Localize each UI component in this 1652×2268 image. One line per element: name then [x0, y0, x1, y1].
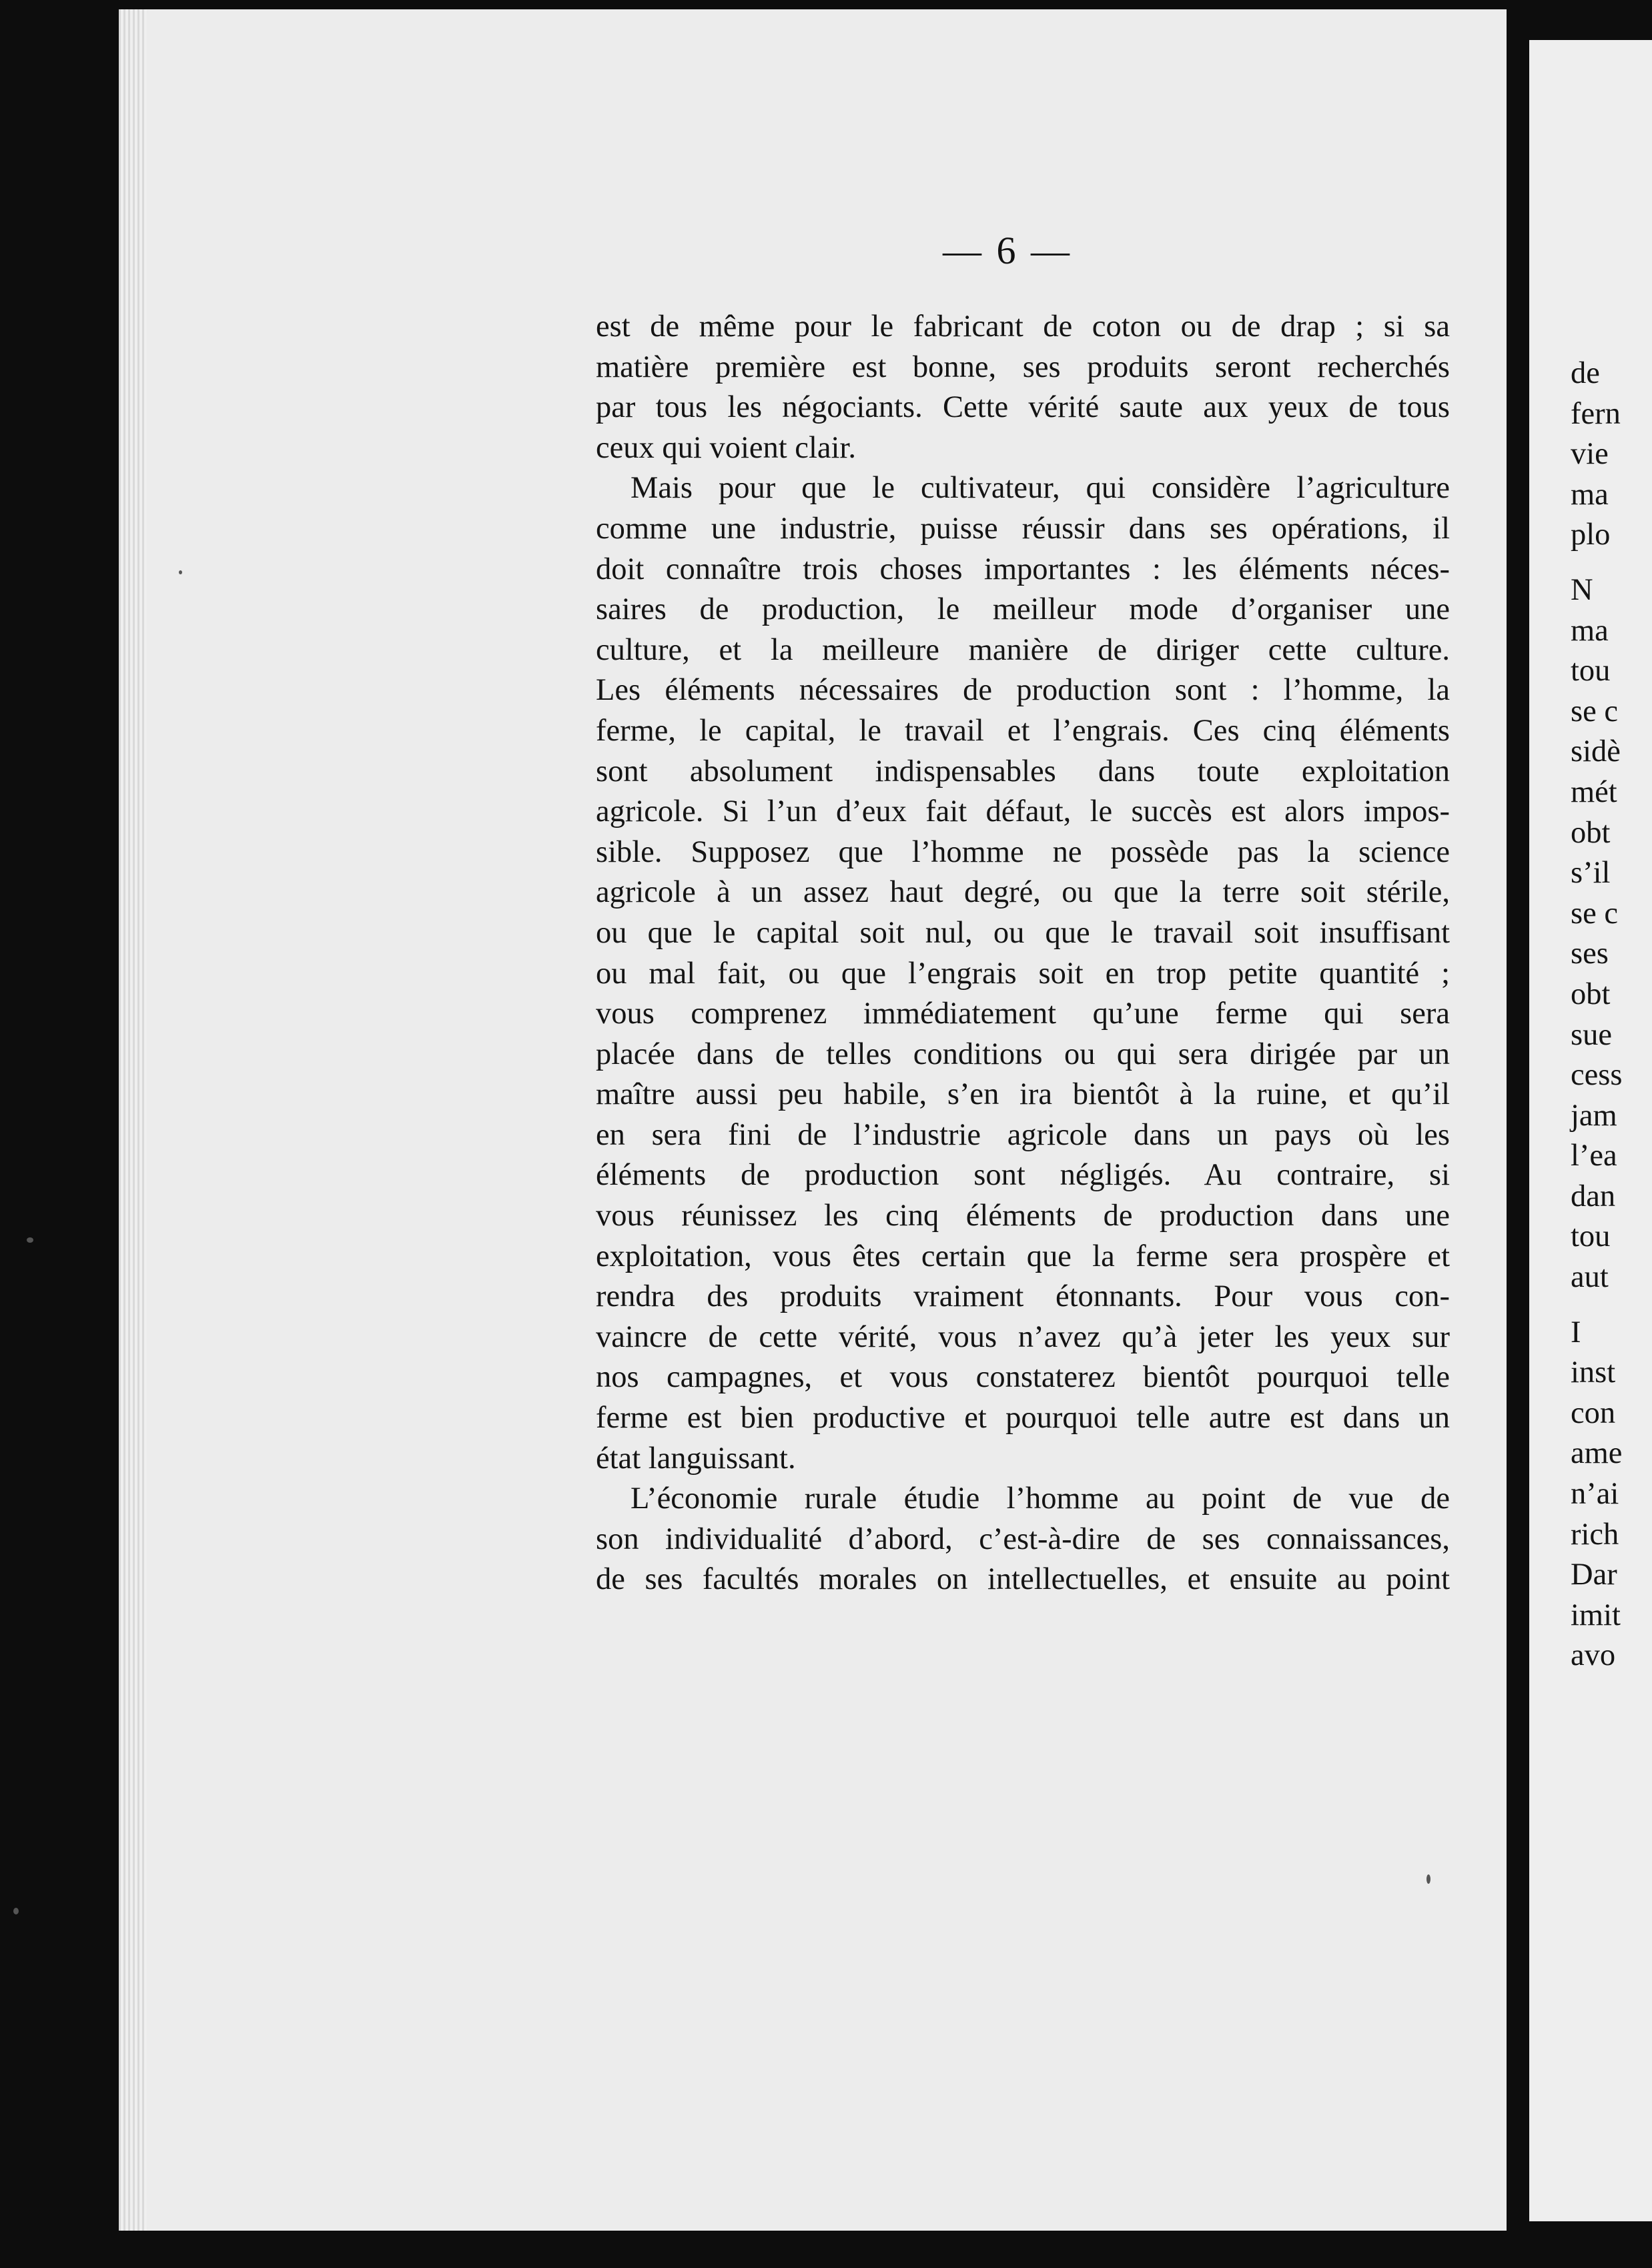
- text-fragment: ma: [1571, 477, 1609, 512]
- text-fragment: rich: [1571, 1517, 1619, 1552]
- right-page-text: [1571, 354, 1652, 1676]
- text-fragment: jam: [1571, 1098, 1617, 1133]
- text-line: sont absolument indispensables dans toute exploitation: [596, 754, 1450, 788]
- text-line: nos campagnes, et vous constaterez bientôt pourquoi telle: [596, 1360, 1450, 1395]
- text-fragment: obt: [1571, 815, 1611, 850]
- text-line: agricole à un assez haut degré, ou que la terre soit stérile,: [596, 875, 1450, 910]
- text-line: par tous les négociants. Cette vérité saute aux yeux de tous: [596, 390, 1450, 425]
- text-line: matière première est bonne, ses produits seront recherchés: [596, 350, 1450, 384]
- text-line: exploitation, vous êtes certain que la ferme sera prospère et: [596, 1239, 1450, 1273]
- text-line: est de même pour le fabricant de coton ou de drap ; si sa: [596, 310, 1450, 344]
- text-fragment: tou: [1571, 1219, 1611, 1254]
- text-fragment: s’il: [1571, 856, 1611, 891]
- text-fragment: se c: [1571, 694, 1618, 728]
- text-line: ou que le capital soit nul, ou que le travail soit insuffisant: [596, 915, 1450, 950]
- text-fragment: tou: [1571, 654, 1611, 688]
- text-line: maître aussi peu habile, s’en ira bientôt à la ruine, et qu’il: [596, 1077, 1450, 1112]
- book-page-right: [1529, 40, 1652, 2221]
- text-fragment: se c: [1571, 896, 1618, 931]
- text-fragment: n’ai: [1571, 1477, 1619, 1512]
- text-line: son individualité d’abord, c’est-à-dire de ses connaissances,: [596, 1522, 1450, 1556]
- text-line: ferme, le capital, le travail et l’engrais. Ces cinq éléments: [596, 713, 1450, 748]
- text-fragment: con: [1571, 1395, 1616, 1430]
- text-line: ou mal fait, ou que l’engrais soit en trop petite quantité ;: [596, 956, 1450, 991]
- text-fragment: N: [1571, 572, 1593, 607]
- text-line: culture, et la meilleure manière de diriger cette culture.: [596, 632, 1450, 667]
- text-fragment: ame: [1571, 1436, 1623, 1471]
- page-number: — 6 —: [943, 229, 1072, 272]
- dust-speck: [179, 570, 182, 574]
- dust-speck: [13, 1908, 19, 1914]
- text-fragment: sidè: [1571, 734, 1621, 769]
- text-fragment: sue: [1571, 1017, 1612, 1052]
- text-line: L’économie rurale étudie l’homme au point de vue de: [631, 1482, 1450, 1516]
- text-line: rendra des produits vraiment étonnants. Pour vous con-: [596, 1279, 1450, 1314]
- text-fragment: mét: [1571, 774, 1617, 809]
- text-fragment: obt: [1571, 977, 1611, 1011]
- text-line: doit connaître trois choses importantes : les éléments néces-: [596, 552, 1450, 586]
- text-line: ceux qui voient clair.: [596, 430, 856, 465]
- text-line: agricole. Si l’un d’eux fait défaut, le succès est alors impos-: [596, 794, 1450, 829]
- text-line: état languissant.: [596, 1441, 796, 1476]
- text-line: vous comprenez immédiatement qu’une ferme qui sera: [596, 997, 1450, 1031]
- text-line: saires de production, le meilleur mode d’organiser une: [596, 592, 1450, 627]
- text-fragment: fern: [1571, 396, 1621, 431]
- dust-speck: [27, 1237, 33, 1243]
- text-fragment: ses: [1571, 937, 1609, 971]
- text-fragment: de: [1571, 356, 1600, 390]
- text-fragment: dan: [1571, 1179, 1616, 1213]
- page-edges: [119, 9, 147, 2231]
- text-fragment: imit: [1571, 1598, 1621, 1632]
- text-fragment: plo: [1571, 518, 1611, 552]
- text-fragment: vie: [1571, 437, 1609, 472]
- dust-speck: [1426, 1874, 1430, 1884]
- text-line: placée dans de telles conditions ou qui sera dirigée par un: [596, 1037, 1450, 1071]
- text-line: Mais pour que le cultivateur, qui considère l’agriculture: [631, 471, 1450, 506]
- text-fragment: avo: [1571, 1638, 1616, 1673]
- text-line: sible. Supposez que l’homme ne possède pas la science: [596, 834, 1450, 869]
- main-text: [596, 307, 1450, 1600]
- text-fragment: l’ea: [1571, 1139, 1617, 1173]
- text-line: vaincre de cette vérité, vous n’avez qu’à jeter les yeux sur: [596, 1319, 1450, 1354]
- text-fragment: I: [1571, 1315, 1581, 1349]
- text-fragment: Dar: [1571, 1558, 1617, 1592]
- text-fragment: ma: [1571, 613, 1609, 648]
- text-line: comme une industrie, puisse réussir dans ses opérations, il: [596, 511, 1450, 546]
- text-fragment: inst: [1571, 1355, 1616, 1390]
- text-line: ferme est bien productive et pourquoi telle autre est dans un: [596, 1401, 1450, 1436]
- text-fragment: cess: [1571, 1058, 1623, 1093]
- text-line: Les éléments nécessaires de production sont : l’homme, la: [596, 673, 1450, 708]
- text-line: en sera fini de l’industrie agricole dans un pays où les: [596, 1117, 1450, 1152]
- text-fragment: aut: [1571, 1260, 1609, 1295]
- text-line: de ses facultés morales on intellectuelles, et ensuite au point: [596, 1562, 1450, 1597]
- text-line: éléments de production sont négligés. Au contraire, si: [596, 1158, 1450, 1193]
- text-line: vous réunissez les cinq éléments de production dans une: [596, 1199, 1450, 1233]
